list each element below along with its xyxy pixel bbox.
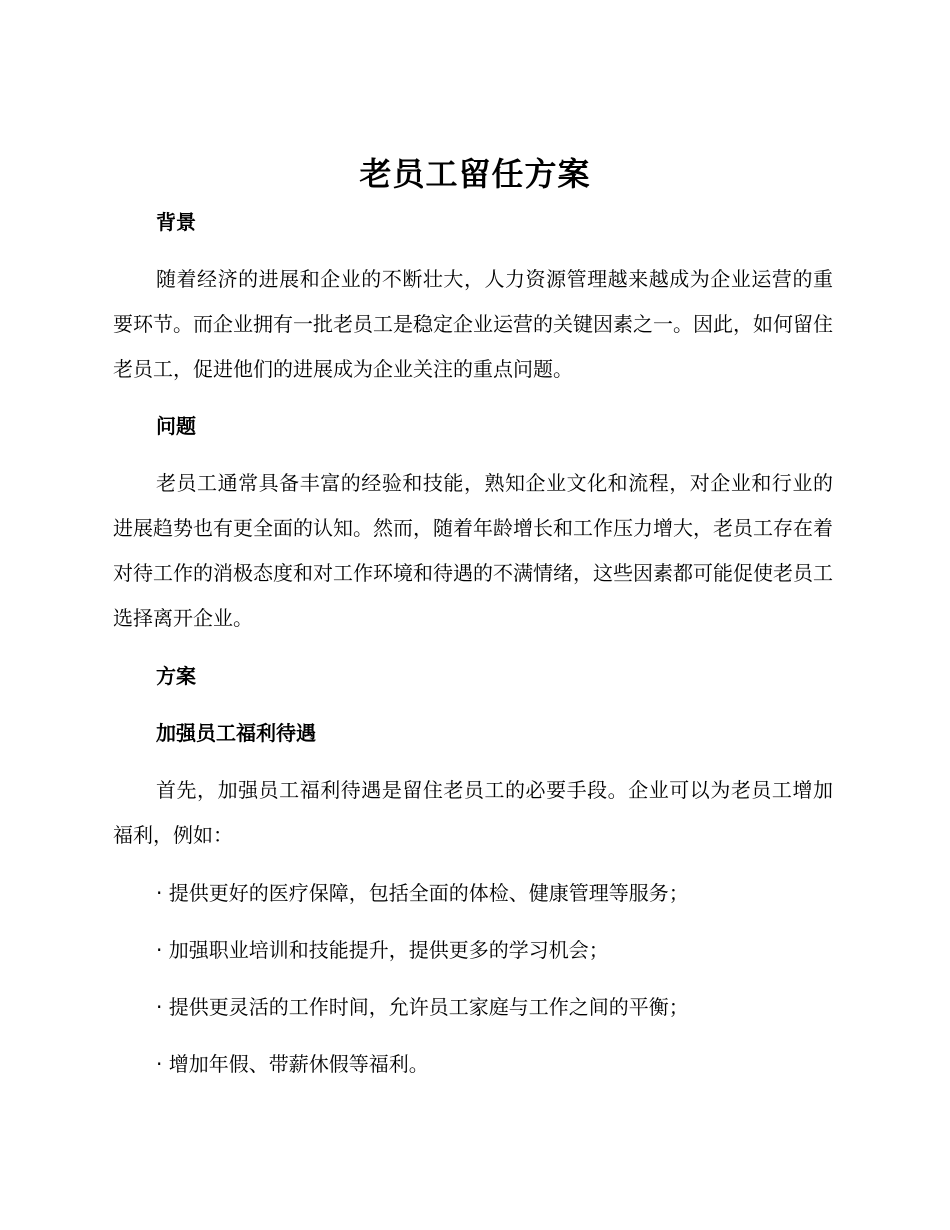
section-heading-solution: 方案 <box>156 664 196 688</box>
subheading-welfare: 加强员工福利待遇 <box>156 721 316 745</box>
section-heading-problem: 问题 <box>156 414 196 438</box>
section-heading-background: 背景 <box>156 210 196 234</box>
bullet-item: · 加强职业培训和技能提升，提供更多的学习机会； <box>156 938 609 962</box>
bullet-item: · 提供更好的医疗保障，包括全面的体检、健康管理等服务； <box>156 881 689 905</box>
document-title: 老员工留任方案 <box>359 155 591 193</box>
bullet-item: · 提供更灵活的工作时间，允许员工家庭与工作之间的平衡； <box>156 995 689 1019</box>
bullet-item: · 增加年假、带薪休假等福利。 <box>156 1052 429 1076</box>
paragraph-problem: 老员工通常具备丰富的经验和技能，熟知企业文化和流程，对企业和行业的进展趋势也有更全面的认知。然而，随着年龄增长和工作压力增大，老员工存在着对待工作的消极态度和对工作环境和待遇的不满情绪，这些因素都可能促使老员工选择离开企业。 <box>113 471 833 630</box>
paragraph-background: 随着经济的进展和企业的不断壮大，人力资源管理越来越成为企业运营的重要环节。而企业拥有一批老员工是稳定企业运营的关键因素之一。因此，如何留住老员工，促进他们的进展成为企业关注的重点问题。 <box>113 267 833 381</box>
paragraph-welfare: 首先，加强员工福利待遇是留住老员工的必要手段。企业可以为老员工增加福利，例如： <box>113 778 833 847</box>
